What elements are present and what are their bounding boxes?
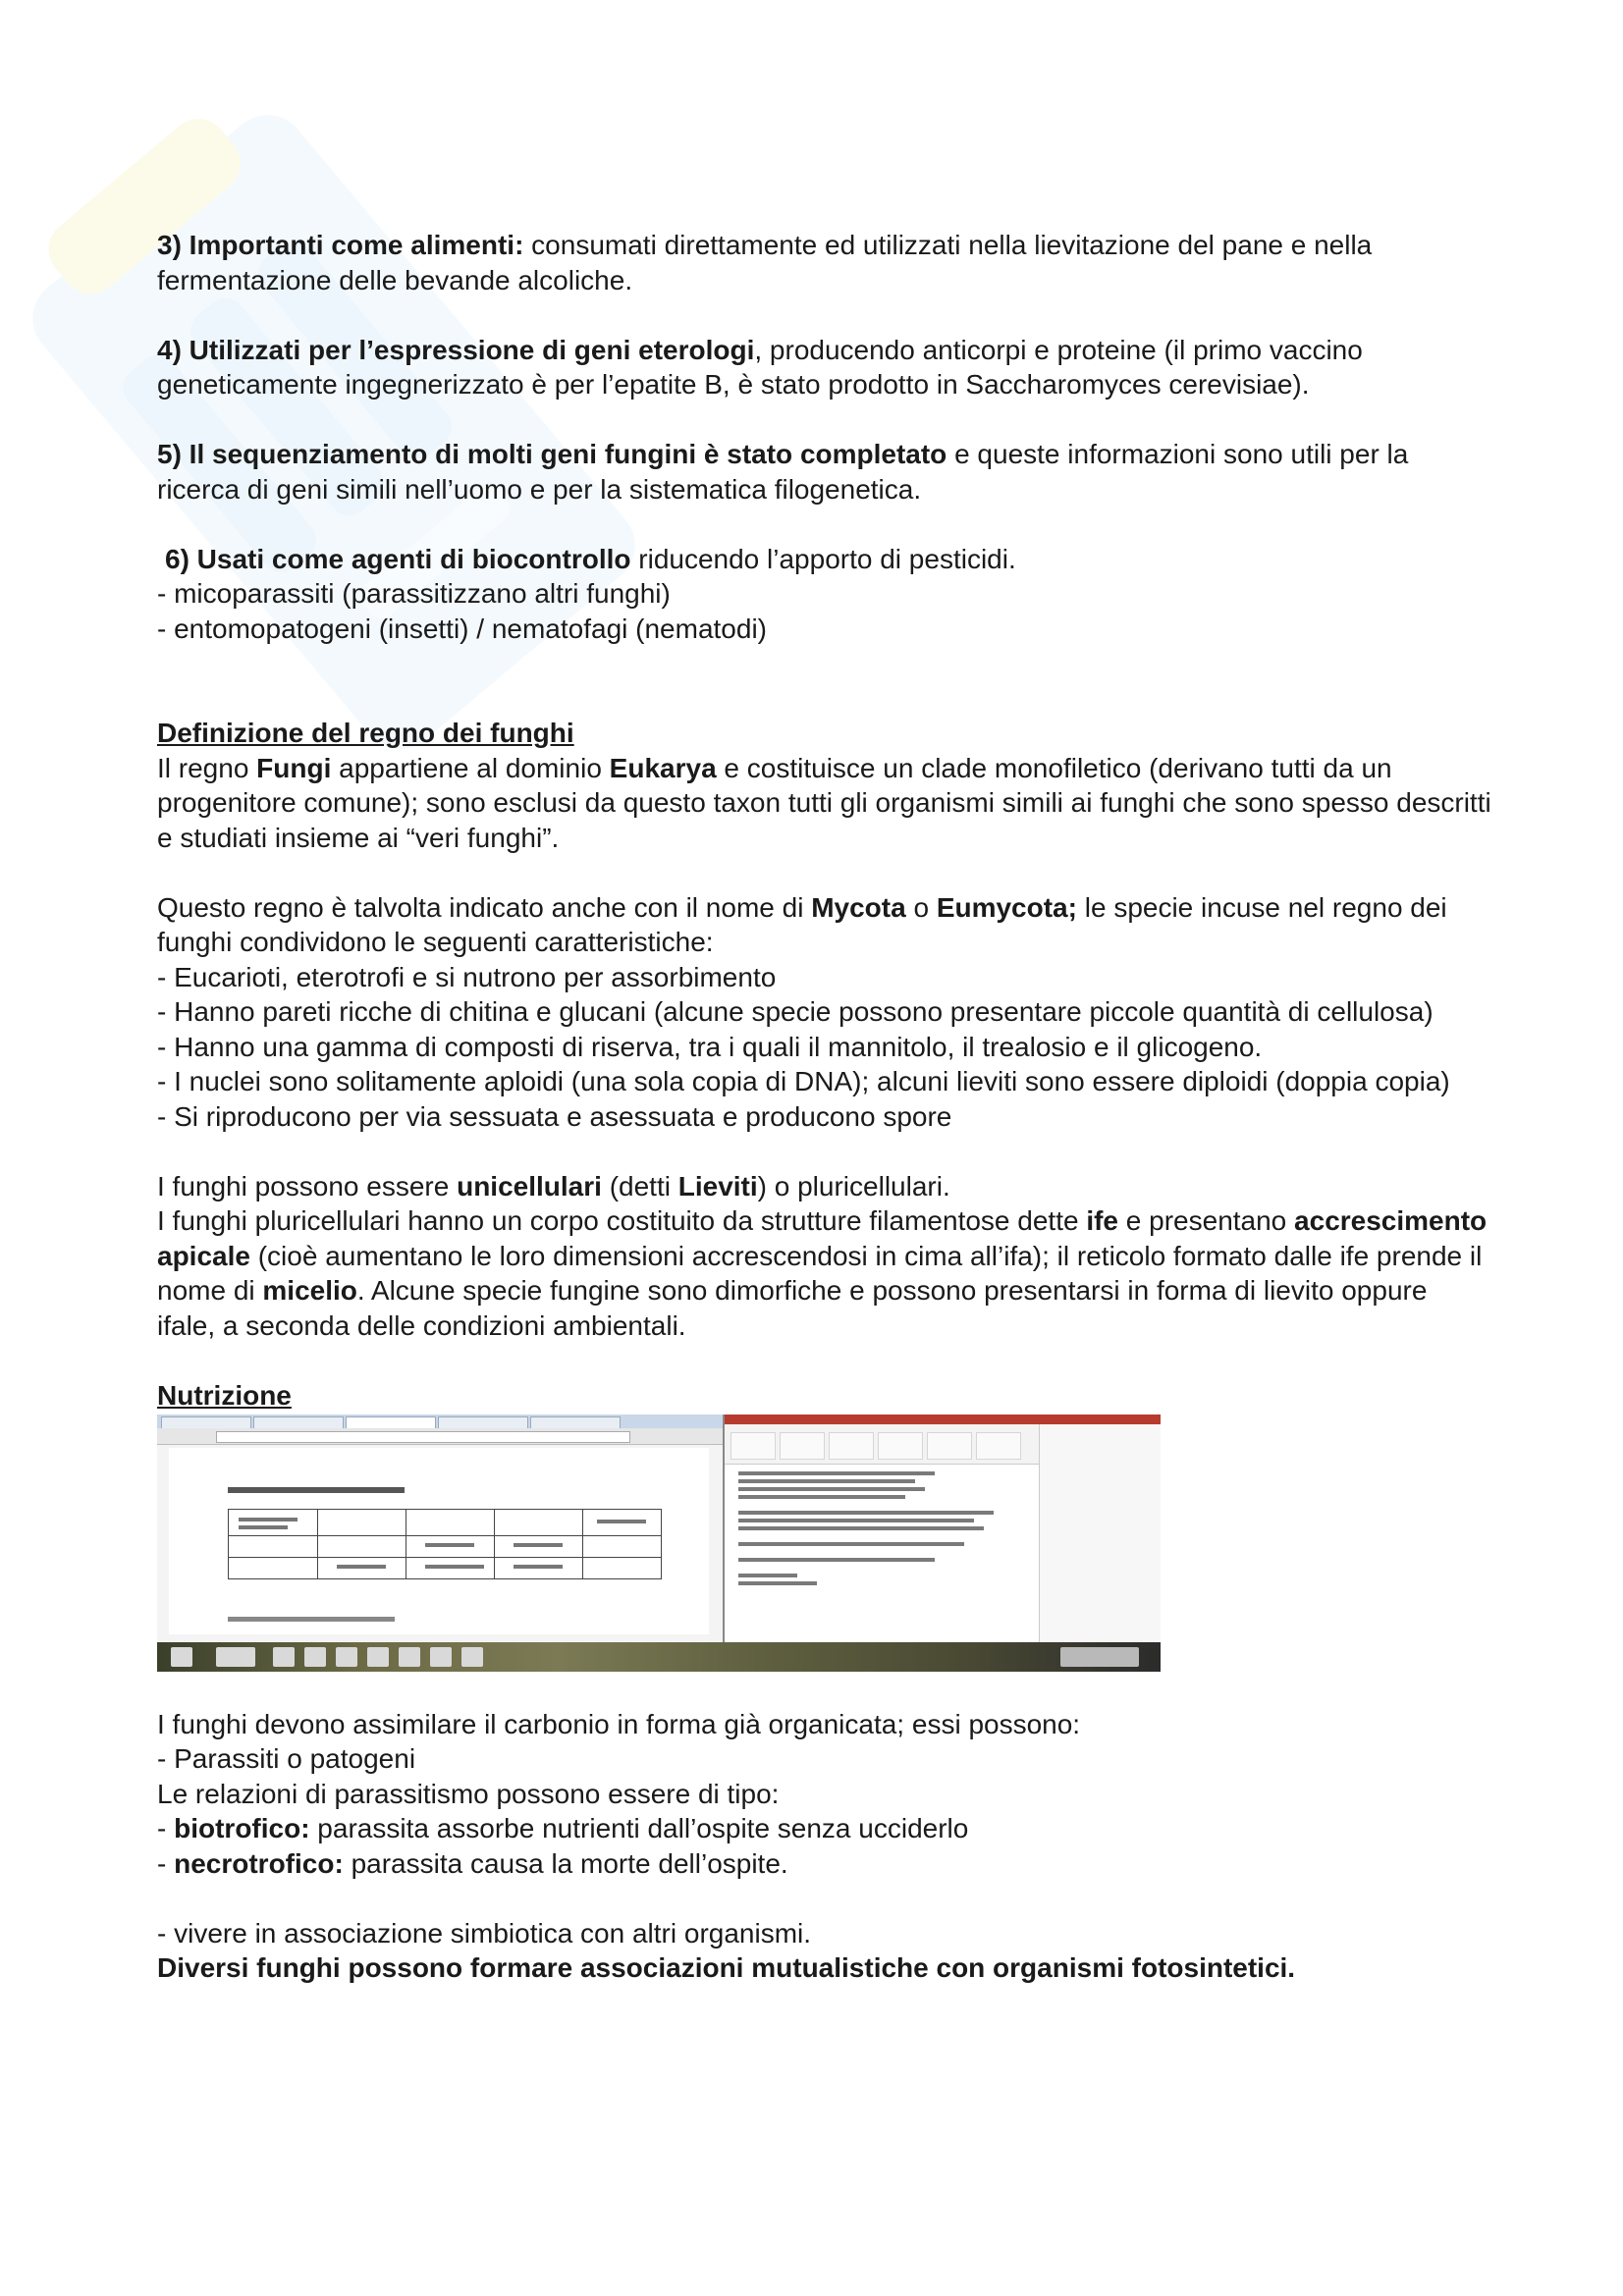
- list-item: - Parassiti o patogeni: [157, 1743, 416, 1774]
- paragraph-carbonio: I funghi devono assimilare il carbonio in forma già organicata; essi possono:: [157, 1708, 1081, 1739]
- screenshot-browser-window: [157, 1415, 725, 1642]
- paragraph-biocontrollo: 6) Usati come agenti di biocontrollo riducendo l’apporto di pesticidi.: [165, 543, 1016, 574]
- screenshot-taskbar: [157, 1642, 1161, 1672]
- paragraph-unicellulari: I funghi possono essere unicellulari (detti Lieviti) o pluricellulari.: [157, 1170, 950, 1201]
- list-item: - Hanno pareti ricche di chitina e glucani (alcune specie possono presentare piccole quantità di cellulosa): [157, 996, 1434, 1027]
- paragraph-relazioni: Le relazioni di parassitismo possono essere di tipo:: [157, 1778, 780, 1809]
- list-item: - Hanno una gamma di composti di riserva, tra i quali il mannitolo, il trealosio e il glicogeno.: [157, 1031, 1263, 1062]
- embedded-screenshot-image: [157, 1415, 1161, 1672]
- screenshot-word-window: [725, 1415, 1161, 1642]
- list-item-simbiosi: - vivere in associazione simbiotica con altri organismi.: [157, 1917, 812, 1949]
- heading-nutrizione: Nutrizione: [157, 1379, 292, 1411]
- paragraph-geni-eterologi: 4) Utilizzati per l’espressione di geni eterologi, producendo anticorpi e proteine (il primo vaccino geneticamente ingegnerizzato è per l’epatite B, è stato prodotto in Saccharomyces cerevisiae).: [157, 334, 1363, 400]
- list-item: - entomopatogeni (insetti) / nematofagi (nematodi): [157, 613, 767, 644]
- list-item-necrotrofico: - necrotrofico: parassita causa la morte dell’ospite.: [157, 1847, 788, 1879]
- list-item: - Eucarioti, eterotrofi e si nutrono per assorbimento: [157, 961, 777, 992]
- list-item: - Si riproducono per via sessuata e asessuata e producono spore: [157, 1100, 952, 1132]
- list-item-biotrofico: - biotrofico: parassita assorbe nutrienti dall’ospite senza ucciderlo: [157, 1813, 969, 1843]
- paragraph-sequenziamento: 5) Il sequenziamento di molti geni fungini è stato completato e queste informazioni sono utili per la ricerca di geni simili nell’uomo e per la sistematica filogenetica.: [157, 439, 1409, 505]
- paragraph-pluricellulari: I funghi pluricellulari hanno un corpo costituito da strutture filamentose dette ife e presentano accrescimento apicale (cioè aumentano le loro dimensioni accrescendosi in cima all’ifa); il reticolo formato dalle ife prende il nome di micelio. Alcune specie fungine sono dimorfiche e possono presentarsi in forma di lievito oppure ifale, a seconda delle condizioni ambientali.: [157, 1205, 1488, 1341]
- paragraph-alimenti: 3) Importanti come alimenti: consumati direttamente ed utilizzati nella lievitazione del pane e nella fermentazione delle bevande alcoliche.: [157, 230, 1373, 295]
- list-item: - micoparassiti (parassitizzano altri funghi): [157, 578, 671, 609]
- list-item: - I nuclei sono solitamente aploidi (una sola copia di DNA); alcuni lieviti sono essere diploidi (doppia copia): [157, 1066, 1450, 1096]
- heading-definizione: Definizione del regno dei funghi: [157, 718, 574, 748]
- paragraph-regno-fungi: Il regno Fungi appartiene al dominio Eukarya e costituisce un clade monofiletico (derivano tutti da un progenitore comune); sono esclusi da questo taxon tutti gli organismi simili ai funghi che sono spesso descritti e studiati insieme ai “veri funghi”.: [157, 752, 1491, 853]
- paragraph-mutualistiche: Diversi funghi possono formare associazioni mutualistiche con organismi fotosintetici.: [157, 1952, 1296, 1983]
- paragraph-mycota: Questo regno è talvolta indicato anche con il nome di Mycota o Eumycota; le specie incuse nel regno dei funghi condividono le seguenti caratteristiche:: [157, 891, 1447, 957]
- document-body: [157, 228, 1492, 1986]
